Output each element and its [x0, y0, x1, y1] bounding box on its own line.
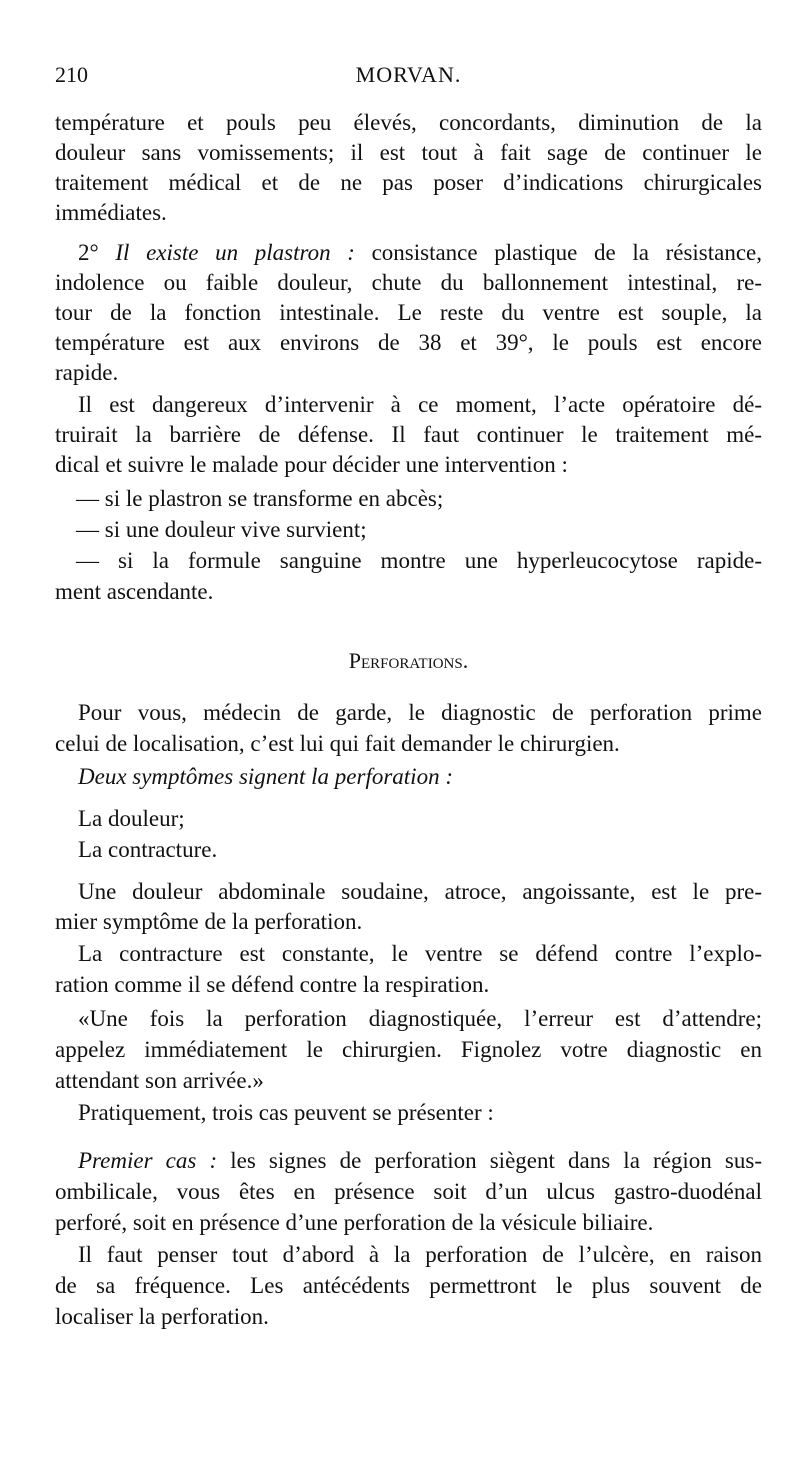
text-line: Il faut penser tout d’abord à la perforation de l’ulcère, en raison — [78, 1242, 762, 1267]
text-line: localiser la perforation. — [55, 1304, 269, 1329]
text-line: mier symptôme de la perforation. — [55, 909, 363, 934]
text-line — [78, 238, 762, 268]
section-title: Perforations. — [348, 648, 469, 673]
text-line: température et pouls peu élevés, concordants, diminution de la — [55, 110, 762, 135]
text-line: température est aux environs de 38 et 39°, le pouls est encore — [55, 330, 762, 355]
italic-heading: Deux symptômes signent la perforation : — [78, 764, 453, 789]
text-line: truirait la barrière de défense. Il faut continuer le traitement mé- — [55, 422, 762, 447]
text-line: de sa fréquence. Les antécédents permettront le plus souvent de — [55, 1273, 762, 1298]
text-span: les signes de perforation siègent dans la région sus- — [230, 1148, 762, 1173]
page-number: 210 — [55, 62, 88, 87]
text-line: douleur sans vomissements; il est tout à fait sage de continuer le — [55, 140, 762, 165]
italic-heading: Premier cas : — [78, 1148, 218, 1173]
symptom-item: La contracture. — [78, 837, 218, 862]
text-span: consistance plastique de la résistance, — [371, 240, 763, 265]
text-line: Il est dangereux d’intervenir à ce moment, l’acte opératoire dé- — [78, 392, 762, 417]
text-line: ment ascendante. — [55, 579, 214, 604]
text-line: rapide. — [55, 360, 119, 385]
text-line: dical et suivre le malade pour décider une intervention : — [55, 452, 568, 477]
symptom-item: La douleur; — [78, 806, 185, 831]
item-number: 2° — [78, 240, 99, 265]
italic-heading: Il existe un plastron : — [115, 240, 355, 265]
text-line: traitement médical et de ne pas poser d’indications chirurgicales — [55, 170, 762, 195]
text-line: tour de la fonction intestinale. Le reste du ventre est souple, la — [55, 300, 762, 325]
text-line: Une douleur abdominale soudaine, atroce, angoissante, est le pre- — [78, 879, 762, 904]
text-line: immédiates. — [55, 200, 167, 225]
running-title: MORVAN. — [355, 62, 462, 87]
text-line: attendant son arrivée.» — [55, 1068, 264, 1093]
text-line: celui de localisation, c’est lui qui fait demander le chirurgien. — [55, 731, 620, 756]
list-item: — si une douleur vive survient; — [76, 517, 367, 542]
list-item: — si le plastron se transforme en abcès; — [76, 486, 444, 511]
text-line: ration comme il se défend contre la respiration. — [55, 972, 490, 997]
running-header — [55, 62, 762, 92]
text-line: La contracture est constante, le ventre se défend contre l’explo- — [78, 941, 762, 966]
text-line: indolence ou faible douleur, chute du ballonnement intestinal, re- — [55, 270, 762, 295]
text-line: ombilicale, vous êtes en présence soit d’un ulcus gastro-duodénal — [55, 1179, 762, 1204]
list-item: — si la formule sanguine montre une hyperleucocytose rapide- — [76, 548, 762, 573]
text-line: perforé, soit en présence d’une perforation de la vésicule biliaire. — [55, 1210, 654, 1235]
text-line: appelez immédiatement le chirurgien. Fignolez votre diagnostic en — [55, 1037, 762, 1062]
text-line: Pour vous, médecin de garde, le diagnostic de perforation prime — [78, 700, 762, 725]
text-line: «Une fois la perforation diagnostiquée, l’erreur est d’attendre; — [78, 1006, 762, 1031]
text-line — [78, 1146, 762, 1176]
text-line: Pratiquement, trois cas peuvent se présenter : — [78, 1100, 494, 1125]
